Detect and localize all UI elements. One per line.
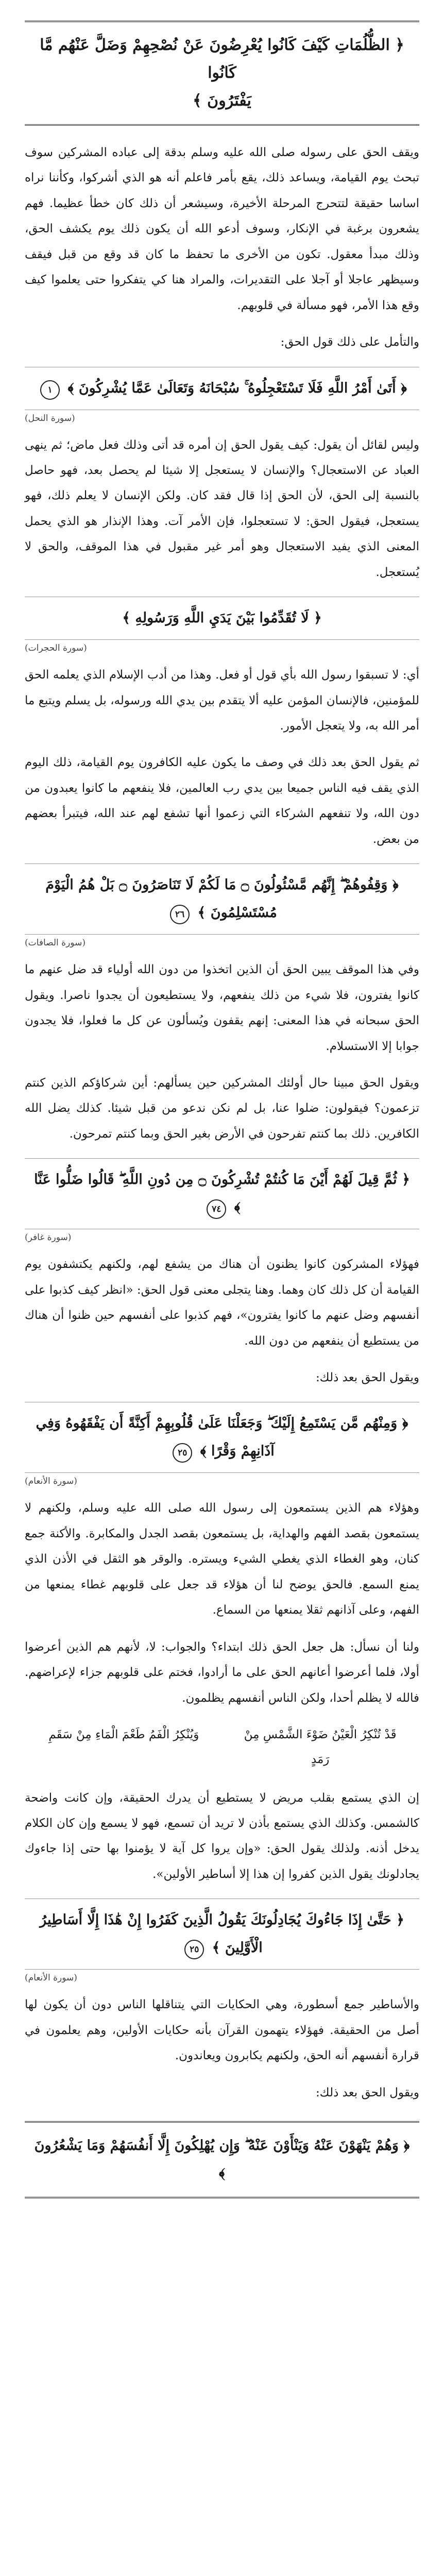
verse-banner [25,21,419,126]
paragraph-14: ويقول الحق بعد ذلك: [315,2086,419,2099]
banner-line-1: ﴿ الظُّلُمَاتِ كَيْفَ كَانُوا يُعْرِضُونَ عَنْ نُصْحِهِمْ وَضَلَّ عَنْهُم مَّا كَانُوا [40,36,404,82]
closing-verse-text: ﴿ وَهُمْ يَنْهَوْنَ عَنْهُ وَيَنْأَوْنَ عَنْهُ ۖ وَإِن يُهْلِكُونَ إِلَّا أَنفُسَهُمْ وَمَا يَشْعُرُونَ ﴾ [34,2138,410,2182]
paragraph-3: وليس لقائل أن يقول: كيف يقول الحق إن أمره قد أتى وذلك فعل ماض؛ ثم ينهى العباد عن الاستعجال؟ والإنسان لا يستعجل إلا شيئا لم يحصل بعد، فهو حاصل بالنسبة إلى الحق، لأن الحق إذا قال فقد كان. ولكن الإنسان لا يعلم ذلك، فهو يستعجل، فيقول الحق: لا تستعجلوا، فإن الأمر آت. وهذا الإنذار هو الذي يحمل المعنى الذي يفيد الاستعجال وهو أمر غير مقبول في هذا الموقف، والحق لا يُستعجل. [25,438,419,579]
surah-reference: (سورة النحل) [25,413,75,423]
ayah-number: ٢٥ [173,1443,192,1463]
ayah-number: ٢٦ [170,905,190,924]
surah-reference: (سورة الحجرات) [25,643,87,654]
poem-hemistich-right: قَدْ تُنْكِرُ الْعَيْنُ ضَوْءَ الشَّمْسِ مِنْ رَمَدٍ [244,1727,397,1767]
surah-reference: (سورة الصافات) [25,938,86,948]
paragraph-13: والأساطير جمع أسطورة، وهي الحكايات التي يتناقلها الناس دون أن يكون لها أصل من الحقيقة. فهؤلاء يتهمون القرآن بأنه حكايات الأولين، وهم يعلمون في قرارة أنفسهم أنه الحق، ولكنهم يكابرون ويعاندون. [25,1998,419,2063]
paragraph-5: ثم يقول الحق بعد ذلك في وصف ما يكون عليه الكافرون يوم القيامة، ذلك اليوم الذي يقف فيه الناس جميعا بين يدي رب العالمين، فلا ينفعهم ما كانوا يعبدون من دون الله، ولا تنفعهم الشركاء التي زعموا أنها تشفع لهم عند الله، فيتبرأ بعضهم من بعض. [25,756,419,846]
ayah-number: ٧٤ [207,1199,226,1219]
paragraph-9: ويقول الحق بعد ذلك: [315,1371,419,1384]
paragraph-11: ولنا أن نسأل: هل جعل الحق ذلك ابتداء؟ والجواب: لا، لأنهم هم الذين أعرضوا أولا، فلما أعرضوا أعانهم الحق على ما أرادوا، فختم على قلوبهم جزاء لإعراضهم. فالله لا يظلم أحدا، ولكن الناس أنفسهم يظلمون. [25,1640,419,1705]
banner-line-2: يَفْتَرُونَ ﴾ [193,92,251,110]
verse-text: ﴿ حَتَّىٰ إِذَا جَاءُوكَ يُجَادِلُونَكَ يَقُولُ الَّذِينَ كَفَرُوا إِنْ هَٰذَا إِلَّا أَسَاطِيرُ الْأَوَّلِينَ ﴾ [40,1912,404,1956]
verse-block-1 [25,367,419,410]
poem-hemistich-left: وَيُنْكِرُ الْفَمُ طَعْمَ الْمَاءِ مِنْ سَقَمِ [48,1727,199,1741]
surah-reference: (سورة الأنعام) [25,1973,77,1984]
verse-text: ﴿ أَتَىٰ أَمْرُ اللَّهِ فَلَا تَسْتَعْجِلُوهُ ۚ سُبْحَانَهُ وَتَعَالَىٰ عَمَّا يُشْرِكُونَ ﴾ [67,380,407,396]
verse-text: ﴿ وَمِنْهُم مَّن يَسْتَمِعُ إِلَيْكَ ۖ وَجَعَلْنَا عَلَىٰ قُلُوبِهِمْ أَكِنَّةً أَن يَفْقَهُوهُ وَفِي آذَانِهِمْ وَقْرًا ﴾ [36,1415,408,1460]
surah-reference: (سورة الأنعام) [25,1476,77,1487]
verse-block-4 [25,1158,419,1229]
closing-verse-banner [25,2121,419,2198]
verse-text: ﴿ وَقِفُوهُمْ ۖ إِنَّهُم مَّسْئُولُونَ ۝ مَا لَكُمْ لَا تَنَاصَرُونَ ۝ بَلْ هُمُ الْيَوْمَ مُسْتَسْلِمُونَ ﴾ [45,877,399,921]
verse-block-5 [25,1402,419,1473]
paragraph-8: فهؤلاء المشركون كانوا يظنون أن هناك من يشفع لهم، ولكنهم يكتشفون يوم القيامة أن كل ذلك كان وهما. وهنا يتجلى معنى قول الحق: «انظر كيف كذبوا على أنفسهم وضل عنهم ما كانوا يفترون»، فهم كذبوا على أنفسهم حين ظنوا أن هناك من يستطيع أن ينفعهم من دون الله. [25,1258,419,1348]
verse-block-6 [25,1899,419,1970]
poem-verse [40,1722,404,1772]
verse-text: ﴿ ثُمَّ قِيلَ لَهُمْ أَيْنَ مَا كُنتُمْ تُشْرِكُونَ ۝ مِن دُونِ اللَّهِ ۖ قَالُوا ضَلُّوا عَنَّا ﴾ [34,1172,410,1216]
paragraph-2: والتأمل على ذلك قول الحق: [280,335,419,349]
verse-block-2 [25,597,419,640]
verse-text: ﴿ لَا تُقَدِّمُوا بَيْنَ يَدَيِ اللَّهِ وَرَسُولِهِ ﴾ [122,610,322,626]
ayah-number: ٢٥ [184,1940,204,1959]
paragraph-6: وفي هذا الموقف يبين الحق أن الذين اتخذوا من دون الله أولياء قد ضل عنهم ما كانوا يفترون، فلا شيء من ذلك ينفعهم، ولا يستطيعون أن يجدوا ناصرا. ويقول الحق سبحانه في هذا المعنى: إنهم يقفون ويُسألون عن كل ما فعلوا، فلا يجدون جوابا إلا الاستسلام. [25,963,419,1053]
verse-block-3 [25,863,419,935]
paragraph-4: أي: لا تسبقوا رسول الله بأي قول أو فعل. وهذا من أدب الإسلام الذي يعلمه الحق للمؤمنين، فالإنسان المؤمن عليه ألا يتقدم بين يدي الله ورسوله، بل يسلم ويتبع ما أمر الله به، ولا يتعجل الأمور. [25,668,419,733]
paragraph-12: إن الذي يستمع بقلب مريض لا يستطيع أن يدرك الحقيقة، وإن كانت واضحة كالشمس. وكذلك الذي يستمع بأذن لا تريد أن تسمع، فهو لا يسمع وإن كان الكلام يدخل أذنه. ولذلك يقول الحق: «وإن يروا كل آية لا يؤمنوا بها حتى إذا جاءوك يجادلونك يقول الذين كفروا إن هذا إلا أساطير الأولين». [25,1791,419,1881]
paragraph-1: ويقف الحق على رسوله صلى الله عليه وسلم بدقة إلى عباده المشركين سوف تبحث يوم القيامة، ويساعد ذلك، يقع بأمر فاعلم أنه هو الذي أشركوا، وكأننا نراه اساسا حقيقة لتتحرج المرحلة الأخيرة، وسيشعر أن ذلك كان خطأ عظيما. فهم يشعرون برغبة في الإنكار، وسوف أدعو الله أن يكون ذلك يوم يكشف الحق، وذلك مبدأ معقول. تكون من الأخرى ما تحفظ ما كان قد وقع من قبل فيقف وسيظهر عاجلا أو آجلا على التقديرات، والمراد هنا كي يتفكروا حتى يعلموا كيف وقع هذا الأمر، فهو مسألة في قلوبهم. [25,146,419,312]
paragraph-7: ويقول الحق مبينا حال أولئك المشركين حين يسألهم: أين شركاؤكم الذين كنتم تزعمون؟ فيقولون: ضلوا عنا، بل لم نكن ندعو من قبل شيئا. كذلك يضل الله الكافرين. ذلك بما كنتم تفرحون في الأرض بغير الحق وبما كنتم تمرحون. [25,1076,419,1141]
surah-reference: (سورة غافر) [25,1232,72,1243]
paragraph-10: وهؤلاء هم الذين يستمعون إلى رسول الله صلى الله عليه وسلم، ولكنهم لا يستمعون بقصد الفهم والهداية، بل يستمعون بقصد الجدل والمكابرة. والأكنة جمع كنان، وهو الغطاء الذي يغطي الشيء ويستره. والوقر هو الثقل في الأذن الذي يمنع السمع. فالحق يوضح لنا أن هؤلاء قد جعل على قلوبهم غطاء يمنعها من الفهم، وعلى آذانهم ثقلا يمنعها من السماع. [25,1501,419,1617]
poem [40,1722,404,1772]
ayah-number: ١ [40,380,60,400]
